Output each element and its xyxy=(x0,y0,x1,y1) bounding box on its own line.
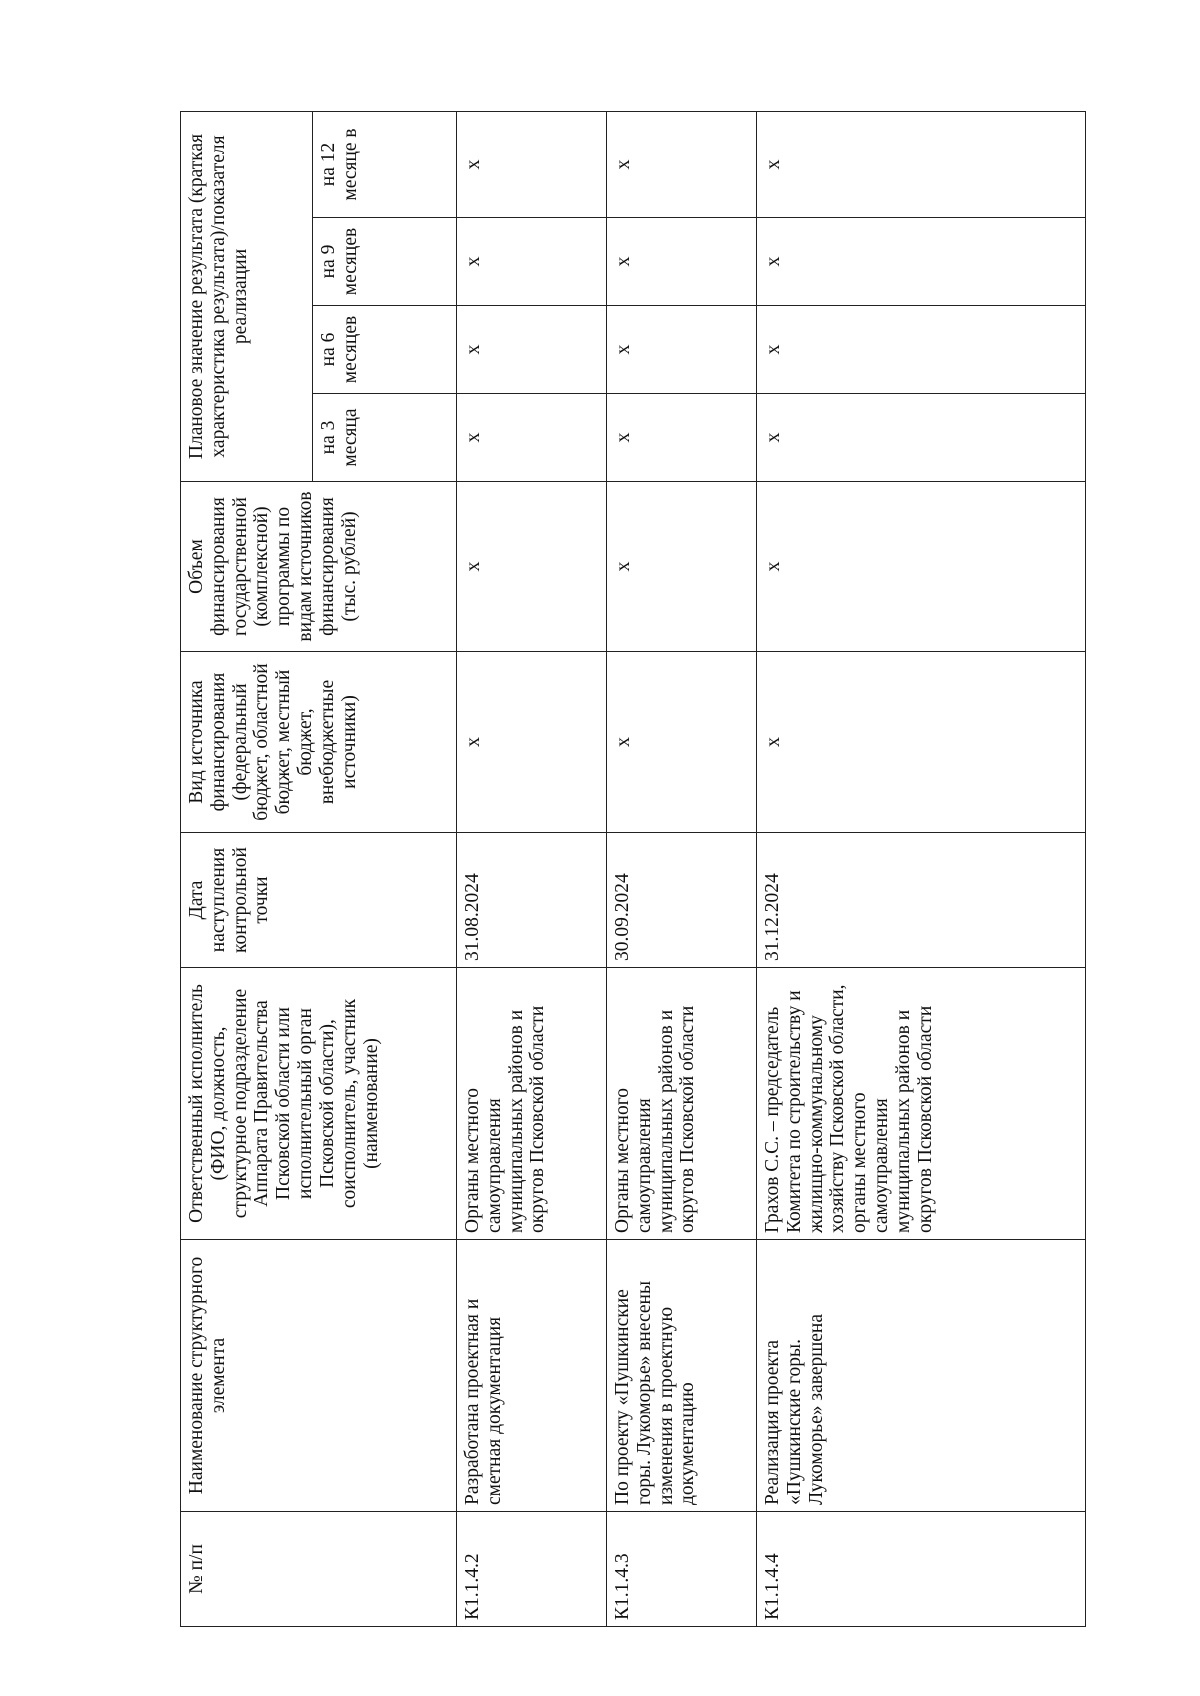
row-date: 30.09.2024 xyxy=(607,833,757,968)
header-source: Вид источника финансирования (федеральный бюджет, областной бюджет, местный бюджет, внебюджетные источники) xyxy=(181,652,457,833)
row-name: Разработана проектная и сметная документация xyxy=(457,1240,607,1512)
table-row xyxy=(457,112,607,1627)
row-name: Реализация проекта «Пушкинские горы. Лукоморье» завершена xyxy=(757,1240,1086,1512)
row-12-months-mark: x xyxy=(757,112,1086,218)
header-volume: Объем финансирования государственной (комплексной) программы по видам источников финансирования (тыс. рублей) xyxy=(181,482,457,652)
row-number: К1.1.4.2 xyxy=(457,1512,607,1627)
row-6-months-mark: x xyxy=(757,306,1086,394)
header-date: Дата наступления контрольной точки xyxy=(181,833,457,968)
row-3-months-mark: x xyxy=(757,394,1086,482)
row-3-months-mark: x xyxy=(607,394,757,482)
header-12-months: на 12 месяце в xyxy=(313,112,457,218)
row-number: К1.1.4.3 xyxy=(607,1512,757,1627)
row-volume-mark: x xyxy=(607,482,757,652)
row-responsible: Органы местного самоуправления муниципальных районов и округов Псковской области xyxy=(457,968,607,1240)
header-responsible: Ответственный исполнитель (ФИО, должность, структурное подразделение Аппарата Правительства Псковской области или исполнительный орган Псковской области), соисполнитель, участник (наименование) xyxy=(181,968,457,1240)
table-row xyxy=(757,112,1086,1627)
row-number: К1.1.4.4 xyxy=(757,1512,1086,1627)
row-source-mark: x xyxy=(457,652,607,833)
row-3-months-mark: x xyxy=(457,394,607,482)
table-row xyxy=(607,112,757,1627)
header-planned: Плановое значение результата (краткая характеристика результата)/показателя реализации xyxy=(181,112,313,482)
row-9-months-mark: x xyxy=(457,218,607,306)
row-date: 31.08.2024 xyxy=(457,833,607,968)
row-date: 31.12.2024 xyxy=(757,833,1086,968)
rotated-table-sheet xyxy=(180,128,1085,1627)
header-6-months: на 6 месяцев xyxy=(313,306,457,394)
row-9-months-mark: x xyxy=(757,218,1086,306)
row-source-mark: x xyxy=(757,652,1086,833)
header-3-months: на 3 месяца xyxy=(313,394,457,482)
row-6-months-mark: x xyxy=(607,306,757,394)
header-9-months: на 9 месяцев xyxy=(313,218,457,306)
row-responsible: Грахов С.С. – председатель Комитета по строительству и жилищно-коммунальному хозяйству Псковской области, органы местного самоуправления муниципальных районов и округов Псковской области xyxy=(757,968,1086,1240)
row-6-months-mark: x xyxy=(457,306,607,394)
row-9-months-mark: x xyxy=(607,218,757,306)
row-12-months-mark: x xyxy=(607,112,757,218)
row-name: По проекту «Пушкинские горы. Лукоморье» внесены изменения в проектную документацию xyxy=(607,1240,757,1512)
header-name: Наименование структурного элемента xyxy=(181,1240,457,1512)
row-volume-mark: x xyxy=(757,482,1086,652)
row-source-mark: x xyxy=(607,652,757,833)
header-num: № п/п xyxy=(181,1512,457,1627)
row-responsible: Органы местного самоуправления муниципальных районов и округов Псковской области xyxy=(607,968,757,1240)
row-volume-mark: x xyxy=(457,482,607,652)
control-points-table xyxy=(180,111,1086,1627)
header-row xyxy=(181,112,313,1627)
row-12-months-mark: x xyxy=(457,112,607,218)
